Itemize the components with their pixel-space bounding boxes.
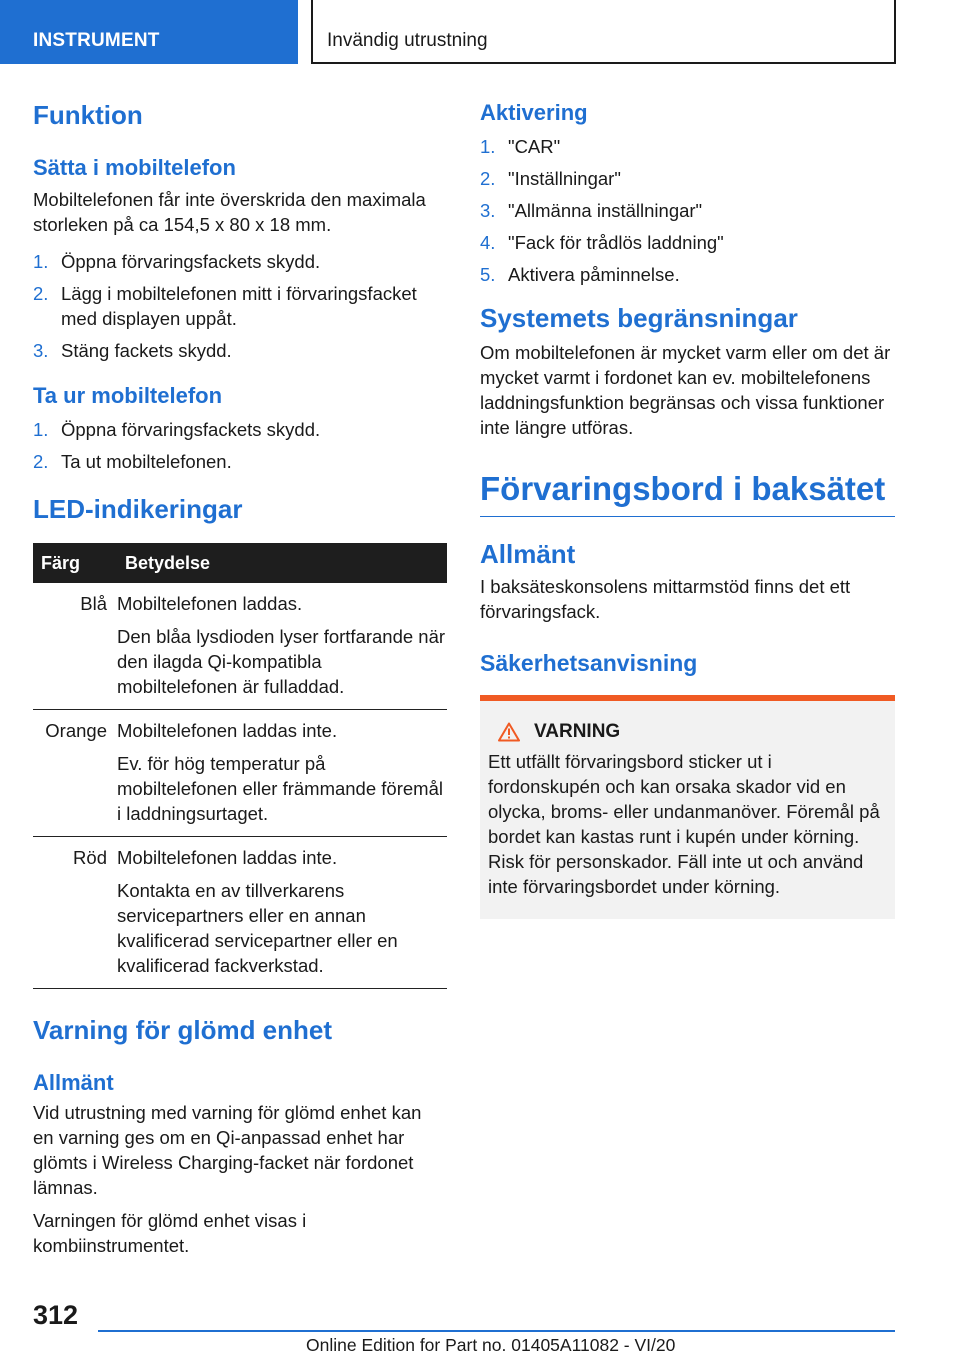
general-text-right: I baksäteskonsolens mittarmstöd finns det ett förvaringsfack. [480,576,851,622]
general-heading-left: Allmänt [33,1070,114,1095]
led-heading: LED-indikeringar [33,494,243,524]
list-item: 2. "Inställningar" [480,168,621,189]
list-item: 2. Ta ut mobiltelefonen. [33,451,232,472]
warning-box [480,695,895,919]
general-text-2: Varningen för glömd enhet visas i kombiinstrumentet. [33,1210,307,1256]
warning-text: Ett utfällt förvaringsbord sticker ut i fordonskupén och kan orsaka skador vid en olycka, broms- eller undanmanöver. Föremål på bordet kan kastas runt i kupén under körning. Risk för personskador. Fäll inte ut och använd inte förvaringsbordet under körning. [488,751,880,897]
table-row [33,583,447,710]
remove-heading: Ta ur mobiltelefon [33,383,223,408]
function-title: Funktion [33,100,143,130]
section-tab [0,0,298,64]
cell-color: Blå [33,583,117,710]
cell-color: Röd [33,837,117,989]
footer-divider [98,1330,895,1332]
list-item: 4. "Fack för trådlös laddning" [480,232,724,253]
right-column [480,100,895,919]
list-item: 1. "CAR" [480,136,561,157]
chapter-label: Invändig utrustning [327,30,488,51]
left-column [33,100,447,1258]
general-heading-right: Allmänt [480,539,576,569]
list-item: 2. Lägg i mobiltelefonen mitt i förvaringsfacket med displayen uppåt. [33,283,417,329]
insert-heading: Sätta i mobiltelefon [33,155,236,180]
section-label: INSTRUMENT [33,30,160,51]
insert-steps [33,249,447,363]
limits-title: Systemets begränsningar [480,303,798,333]
list-item: 1. Öppna förvaringsfackets skydd. [33,251,321,272]
footer-edition: Online Edition for Part no. 01405A11082 - VI/20 [306,1335,676,1355]
list-item: 1. Öppna förvaringsfackets skydd. [33,419,321,440]
forgot-title: Varning för glömd enhet [33,1015,333,1045]
activation-heading: Aktivering [480,100,588,125]
table-header-meaning: Betydelse [117,543,447,583]
remove-steps [33,417,447,474]
cell-meaning: Mobiltelefonen laddas. Den blåa lysdioden lyser fortfarande när den ilagda Qi-kompatibla mobiltelefonen är fulladdad. [117,583,447,710]
cell-color: Orange [33,710,117,837]
page-number: 312 [33,1300,79,1330]
table-row [33,837,447,989]
limits-text: Om mobiltelefonen är mycket varm eller om det är mycket varmt i fordonet kan ev. mobiltelefonens laddningsfunktion begränsas och vissa funktioner inte längre utföras. [480,342,891,438]
chapter-tab [311,0,896,64]
list-item: 3. Stäng fackets skydd. [33,340,232,361]
warning-header [498,721,887,743]
table-row [33,710,447,837]
general-text-1: Vid utrustning med varning för glömd enhet kan en varning ges om en Qi-anpassad enhet har glömts i Wireless Charging-facket när fordonet lämnas. [33,1102,422,1198]
led-table [33,543,447,989]
warning-label: VARNING [534,721,621,742]
table-header-color: Färg [33,543,117,583]
activation-steps [480,134,895,287]
warning-triangle-icon [498,722,520,742]
rear-table-title: Förvaringsbord i baksätet [480,470,895,517]
cell-meaning: Mobiltelefonen laddas inte. Kontakta en av tillverkarens servicepartners eller en annan kvalificerad servicepartner eller en kvalificerad fackverkstad. [117,837,447,989]
list-item: 3. "Allmänna inställningar" [480,200,703,221]
list-item: 5. Aktivera påminnelse. [480,264,680,285]
table-header-row [33,543,447,583]
cell-meaning: Mobiltelefonen laddas inte. Ev. för hög temperatur på mobiltelefonen eller främmande föremål i laddningsurtaget. [117,710,447,837]
safety-heading: Säkerhetsanvisning [480,650,698,676]
insert-text: Mobiltelefonen får inte överskrida den maximala storleken på ca 154,5 x 80 x 18 mm. [33,189,426,235]
